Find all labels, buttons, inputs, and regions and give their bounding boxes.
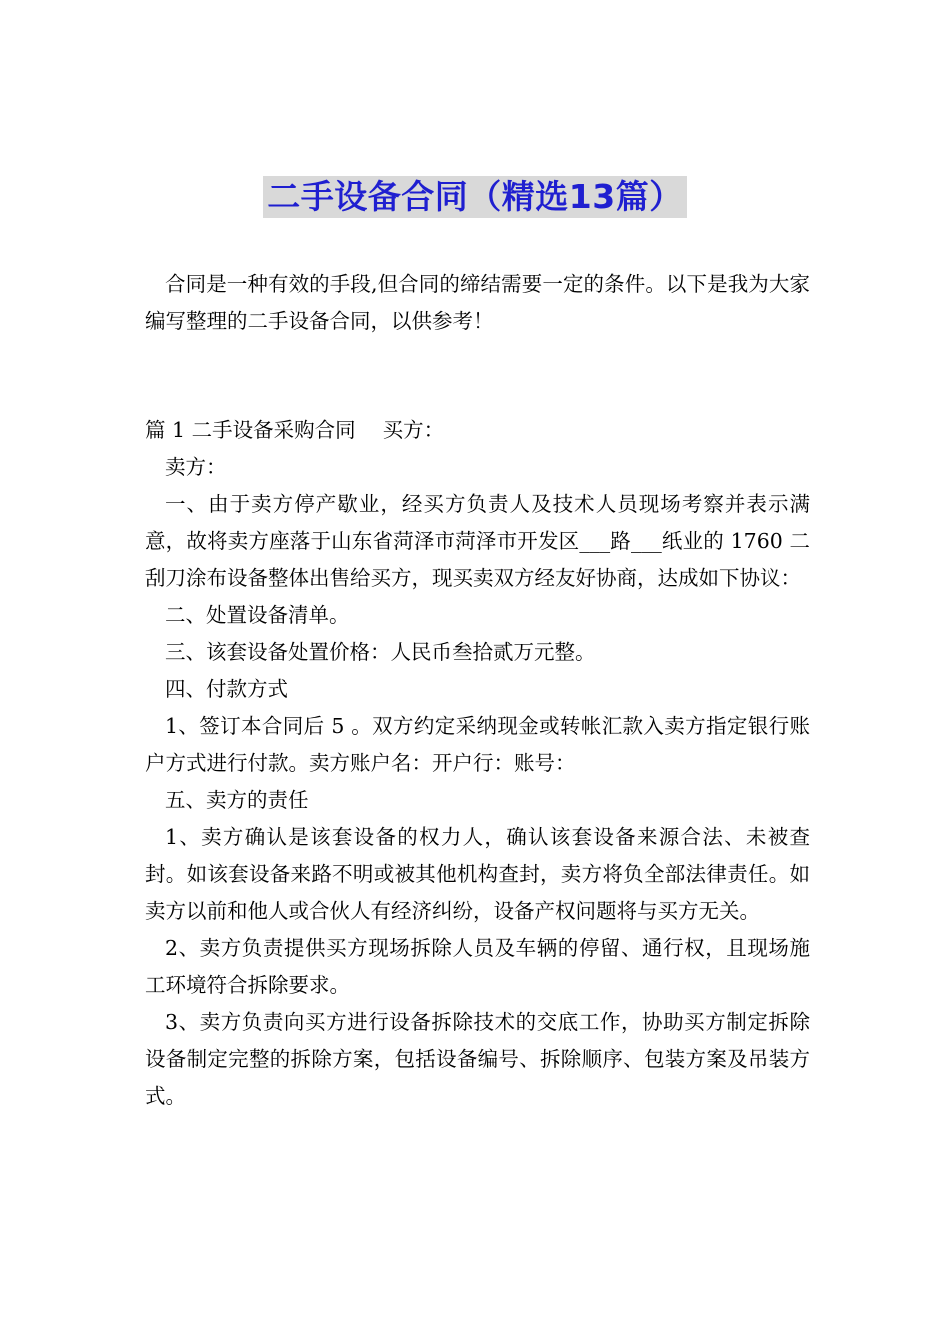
seller-line: 卖方： bbox=[165, 455, 227, 479]
intro-paragraph: 合同是一种有效的手段,但合同的缔结需要一定的条件。以下是我为大家编写整理的二手设备合同，以供参考！ bbox=[145, 272, 810, 333]
clause-5-item-2: 2、卖方负责提供买方现场拆除人员及车辆的停留、通行权，且现场施工环境符合拆除要求。 bbox=[145, 936, 810, 997]
clause-5: 五、卖方的责任 bbox=[165, 788, 309, 812]
section-heading: 篇 1 二手设备采购合同 买方： bbox=[145, 418, 445, 442]
clause-5-item-1: 1、卖方确认是该套设备的权力人，确认该套设备来源合法、未被查封。如该套设备来路不明或被其他机构查封，卖方将负全部法律责任。如卖方以前和他人或合伙人有经济纠纷，设备产权问题将与买方无关。 bbox=[145, 825, 810, 923]
title-container bbox=[0, 176, 950, 218]
clause-5-item-3: 3、卖方负责向买方进行设备拆除技术的交底工作，协助买方制定拆除设备制定完整的拆除方案，包括设备编号、拆除顺序、包装方案及吊装方式。 bbox=[145, 1010, 810, 1108]
document-title: 二手设备合同（精选13篇） bbox=[263, 176, 686, 218]
clause-4-item-1: 1、签订本合同后 5 。双方约定采纳现金或转帐汇款入卖方指定银行账户方式进行付款。卖方账户名：开户行：账号： bbox=[145, 714, 810, 775]
clause-2: 二、处置设备清单。 bbox=[165, 603, 350, 627]
contract-body bbox=[145, 412, 810, 1115]
clause-3: 三、该套设备处置价格：人民币叁拾贰万元整。 bbox=[165, 640, 596, 664]
clause-4: 四、付款方式 bbox=[165, 677, 288, 701]
intro-block bbox=[145, 266, 810, 340]
clause-1: 一、由于卖方停产歇业，经买方负责人及技术人员现场考察并表示满意，故将卖方座落于山东省菏泽市菏泽市开发区___路___纸业的 1760 二刮刀涂布设备整体出售给买方，现买卖双方经友好协商，达成如下协议： bbox=[145, 492, 810, 590]
